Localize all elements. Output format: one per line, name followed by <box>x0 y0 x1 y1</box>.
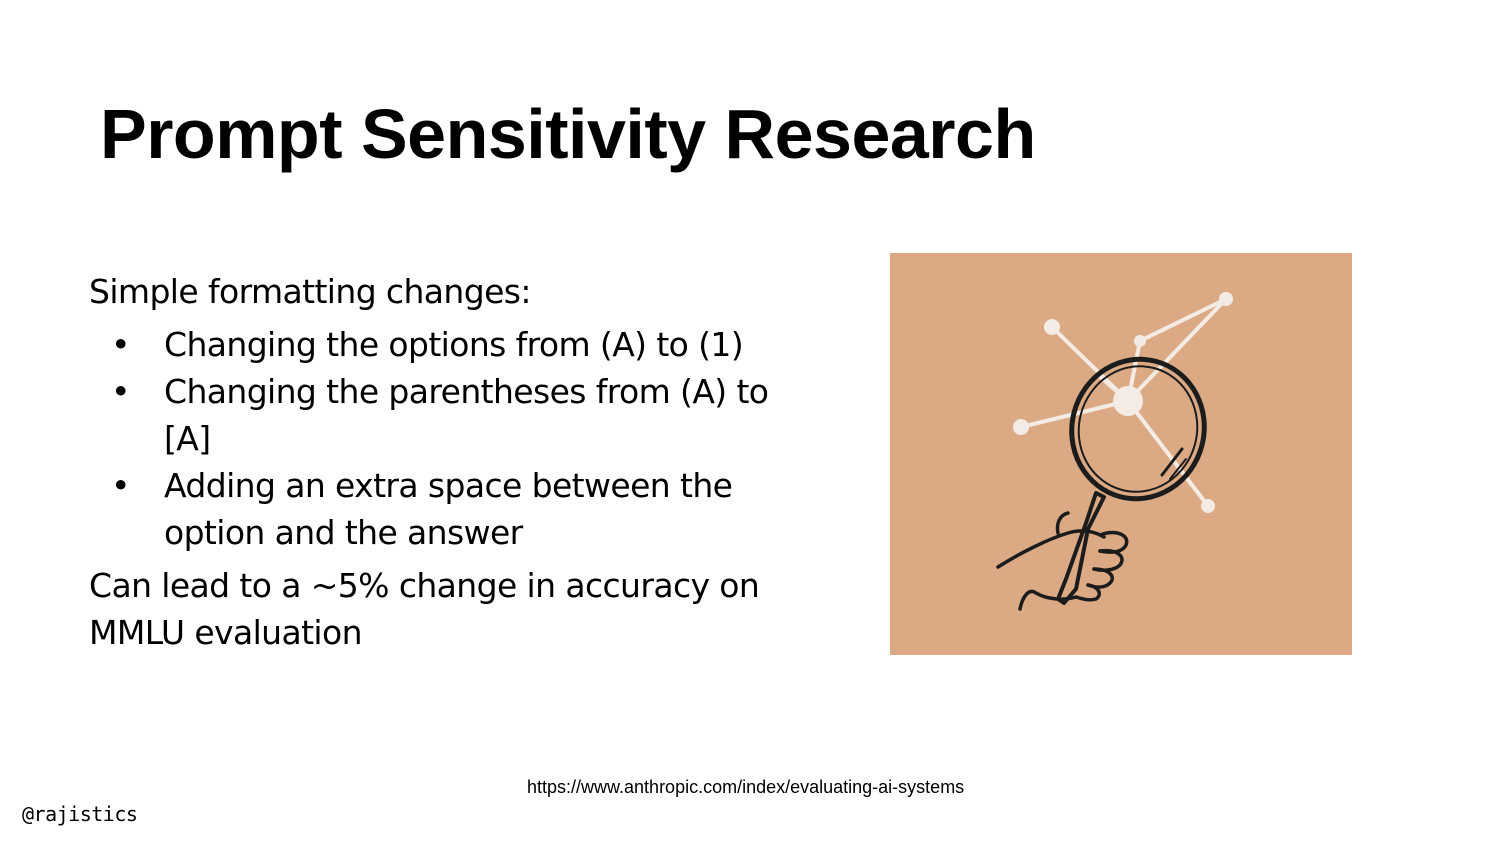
intro-text: Simple formatting changes: <box>89 272 531 311</box>
author-handle: @rajistics <box>22 802 138 826</box>
bullet-marker: • <box>111 325 130 364</box>
bullet-text: Changing the options from (A) to (1) <box>164 325 744 364</box>
bullet-item <box>89 368 769 462</box>
bullet-text: Adding an extra space between the option and the answer <box>164 466 733 552</box>
bullet-marker: • <box>111 372 130 411</box>
bullet-item <box>89 321 769 368</box>
bullet-marker: • <box>111 466 130 505</box>
bullet-text: Changing the parentheses from (A) to [A] <box>164 372 769 458</box>
bullet-item <box>89 462 769 556</box>
source-link[interactable]: https://www.anthropic.com/index/evaluating-ai-systems <box>527 777 965 797</box>
magnifying-glass-network-icon <box>890 253 1352 655</box>
magnifier <box>1056 344 1220 603</box>
slide-body <box>89 268 769 656</box>
bullet-list <box>89 321 769 556</box>
conclusion-text: Can lead to a ~5% change in accuracy on MMLU evaluation <box>89 566 760 652</box>
slide-title: Prompt Sensitivity Research <box>100 95 1036 173</box>
illustration-svg <box>890 253 1352 655</box>
